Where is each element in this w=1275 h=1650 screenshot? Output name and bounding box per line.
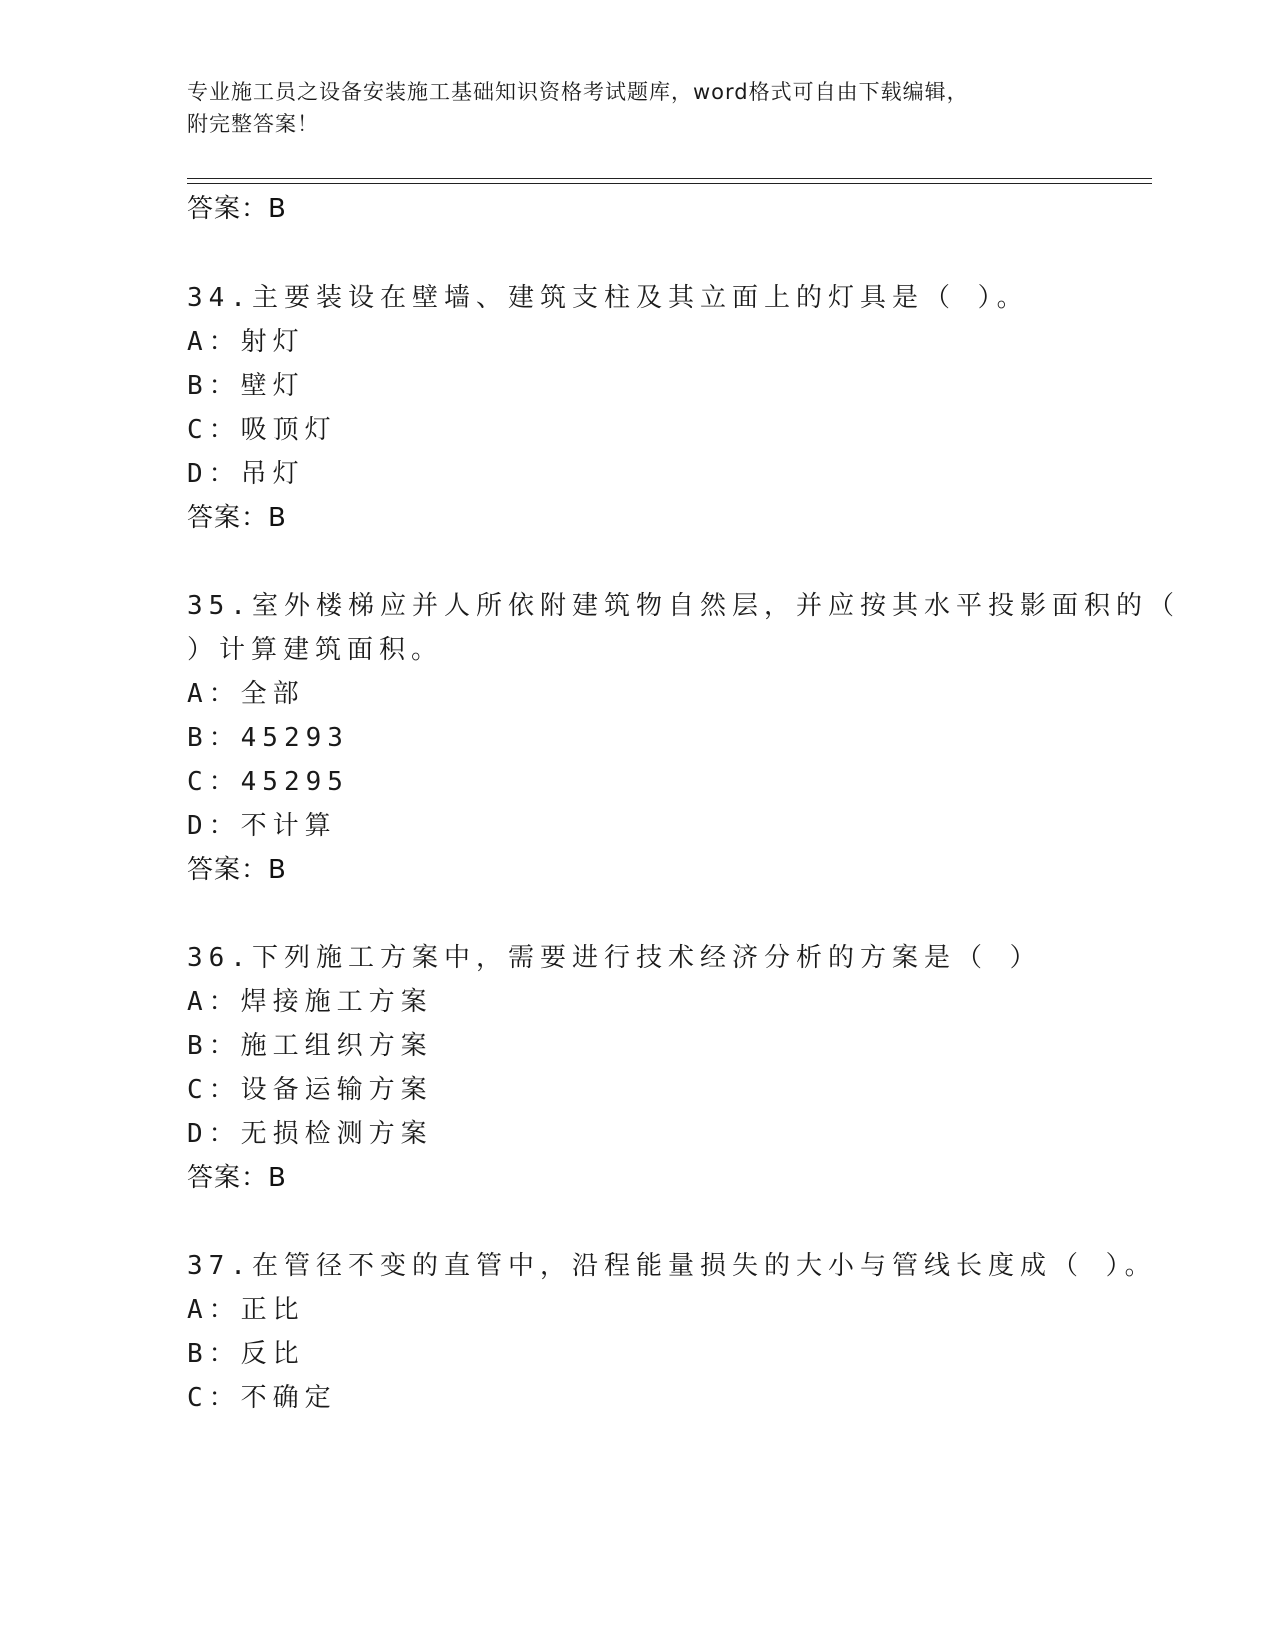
question-35-option-b: B：45293 <box>187 723 349 753</box>
question-34-option-b: B：壁灯 <box>187 371 305 401</box>
question-35-option-c: C：45295 <box>187 767 349 797</box>
question-36-stem: 36.下列施工方案中，需要进行技术经济分析的方案是（ ） <box>187 943 1042 973</box>
question-34-option-c: C：吸顶灯 <box>187 415 337 445</box>
question-34-option-d: D：吊灯 <box>187 459 305 489</box>
question-37-option-c: C：不确定 <box>187 1383 337 1413</box>
question-35-stem-line-2: ）计算建筑面积。 <box>187 635 444 665</box>
document-header <box>187 76 1087 140</box>
question-34-answer: 答案：B <box>187 503 287 533</box>
answer-previous: 答案：B <box>187 194 287 224</box>
header-line-2: 附完整答案！ <box>187 112 319 136</box>
question-37-option-b: B：反比 <box>187 1339 305 1369</box>
header-divider-top <box>187 178 1152 179</box>
question-35-option-d: D：不计算 <box>187 811 337 841</box>
question-36-option-a: A：焊接施工方案 <box>187 987 433 1017</box>
question-35-option-a: A：全部 <box>187 679 305 709</box>
question-34-option-a: A：射灯 <box>187 327 305 357</box>
question-36-option-c: C：设备运输方案 <box>187 1075 433 1105</box>
question-35-answer: 答案：B <box>187 855 287 885</box>
question-34-stem: 34.主要装设在壁墙、建筑支柱及其立面上的灯具是（ ）。 <box>187 283 1029 313</box>
question-36-answer: 答案：B <box>187 1163 287 1193</box>
question-37-stem: 37.在管径不变的直管中，沿程能量损失的大小与管线长度成（ ）。 <box>187 1251 1157 1281</box>
question-36-option-b: B：施工组织方案 <box>187 1031 433 1061</box>
header-line-1: 专业施工员之设备安装施工基础知识资格考试题库，word格式可自由下载编辑， <box>187 80 969 104</box>
header-divider-bottom <box>187 183 1152 184</box>
question-36-option-d: D：无损检测方案 <box>187 1119 433 1149</box>
question-37-option-a: A：正比 <box>187 1295 305 1325</box>
question-35-stem-line-1: 35.室外楼梯应并人所依附建筑物自然层，并应按其水平投影面积的（ <box>187 591 1180 621</box>
